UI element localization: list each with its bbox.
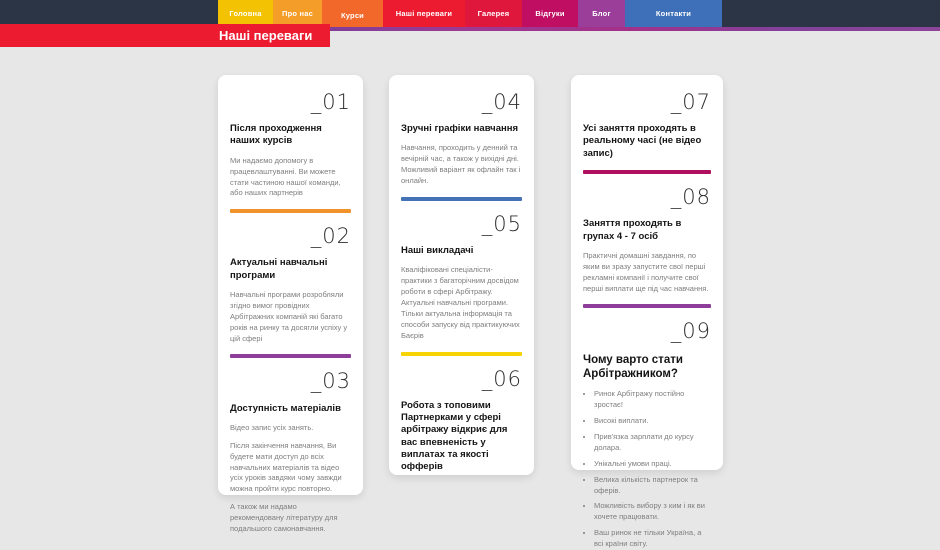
nav-tabs [218, 0, 722, 27]
advantage-section [583, 186, 711, 308]
section-paragraph: Відео запис усіх занять. [230, 422, 314, 432]
section-body: Ми надаємо допомогу в працевлаштуванні. Ви можете стати частиною нашої команди, або наших партнерів [230, 155, 341, 198]
section-paragraph: А також ми надамо рекомендовану літературу для подальшого самонавчання. [230, 502, 338, 533]
advantages-card-column-3 [571, 75, 723, 548]
section-divider-bar [230, 354, 351, 358]
section-divider-bar [401, 197, 522, 201]
bullet-item: • Можливість вибору з ким і як ви хочете працювати. [594, 501, 711, 523]
section-title: Наші викладачі [401, 245, 474, 257]
advantages-card-column-2 [389, 75, 534, 475]
section-divider-bar [583, 170, 711, 174]
advantage-bullet-list [583, 389, 711, 550]
nav-tab-halereia[interactable]: Галерея [465, 0, 522, 27]
section-title: Доступність матеріалів [230, 402, 341, 414]
advantage-section [401, 213, 522, 356]
section-paragraph: Після закінчення навчання, Ви будете мати доступ до всіх навчальних матеріалів та відео усіх уроків завдяки чому завжди можна пройти курс повторно. [230, 440, 342, 494]
section-body: Кваліфіковані спеціалісти-практики з багаторічним досвідом роботи в сфері Арбітражу. Актуальні навчальні програми. Тільки актуальна інформація та способи запуску від практикуючих Баєрів [401, 265, 520, 340]
section-divider-bar [401, 352, 522, 356]
section-body: Практичні домашні завдання, по яким ви зразу запустите свої перші рекламні компанії і получите свої перші виплати ще під час навчання. [583, 250, 709, 293]
bullet-item: • Ваш ринок не тільки Україна, а всі країни світу. [594, 528, 711, 550]
section-number: _08 [670, 185, 711, 210]
bullet-item: • Високі виплати. [594, 416, 711, 427]
section-title: Заняття проходять в групах 4 - 7 осіб [583, 218, 682, 242]
section-title: Зручні графіки навчання [401, 123, 518, 135]
advantages-card-column-1 [218, 75, 363, 533]
bullet-item: • Унікальні умови праці. [594, 459, 711, 470]
section-number: _03 [310, 369, 351, 394]
advantage-section [230, 370, 351, 534]
advantage-section [401, 91, 522, 201]
advantage-section [583, 320, 711, 549]
nav-tab-holovna[interactable]: Головна [218, 0, 273, 27]
section-number: _07 [670, 90, 711, 114]
section-title: Чому варто стати Арбітражником? [583, 353, 683, 381]
section-divider-bar [230, 209, 351, 213]
nav-tab-vidhuky[interactable]: Відгуки [522, 0, 578, 27]
nav-tab-pro-nas[interactable]: Про нас [273, 0, 322, 27]
bullet-item: • Ринок Арбітражу постійно зростає! [594, 389, 711, 411]
advantage-section [583, 91, 711, 174]
section-number: _06 [481, 366, 522, 391]
advantage-section [230, 225, 351, 358]
section-title: Актуальні навчальні програми [230, 257, 328, 281]
section-title: Після проходження наших курсів [230, 123, 322, 147]
nav-tab-kursy[interactable]: Курси [322, 0, 383, 31]
section-title: Робота з топовими Партнерками у сфері арбітражу відкриє для вас впевненість у виплатах та якості офферів [401, 399, 508, 473]
section-number: _04 [481, 90, 522, 114]
nav-tab-nashi-perevahy[interactable]: Наші переваги [383, 0, 465, 27]
nav-tab-bloh[interactable]: Блог [578, 0, 625, 27]
section-number: _02 [310, 224, 351, 249]
section-body: Навчання, проходить у денний та вечірній час, а також у вихідні дні. Можливий варіант як офлайн так і онлайн. [401, 143, 521, 186]
section-number: _01 [310, 90, 351, 114]
top-navbar [0, 0, 940, 27]
nav-tab-kontakty[interactable]: Контакти [625, 0, 722, 27]
section-body [230, 423, 351, 535]
section-divider-bar [583, 304, 711, 308]
section-number: _05 [481, 211, 522, 236]
page-title: Наші переваги [0, 24, 330, 47]
bullet-item: • Велика кількість партнерок та оферів. [594, 475, 711, 497]
advantage-section [230, 91, 351, 213]
bullet-item: • Прив'язка зарплати до курсу долара. [594, 432, 711, 454]
section-title: Усі заняття проходять в реальному часі (не відео запис) [583, 123, 702, 159]
section-number: _09 [670, 319, 711, 344]
section-body: Навчальні програми розробляли згідно вимог провідних Арбітражних компаній які багато років на ринку та досягли успіху у цій сфері [230, 290, 348, 343]
advantage-section [401, 368, 522, 474]
